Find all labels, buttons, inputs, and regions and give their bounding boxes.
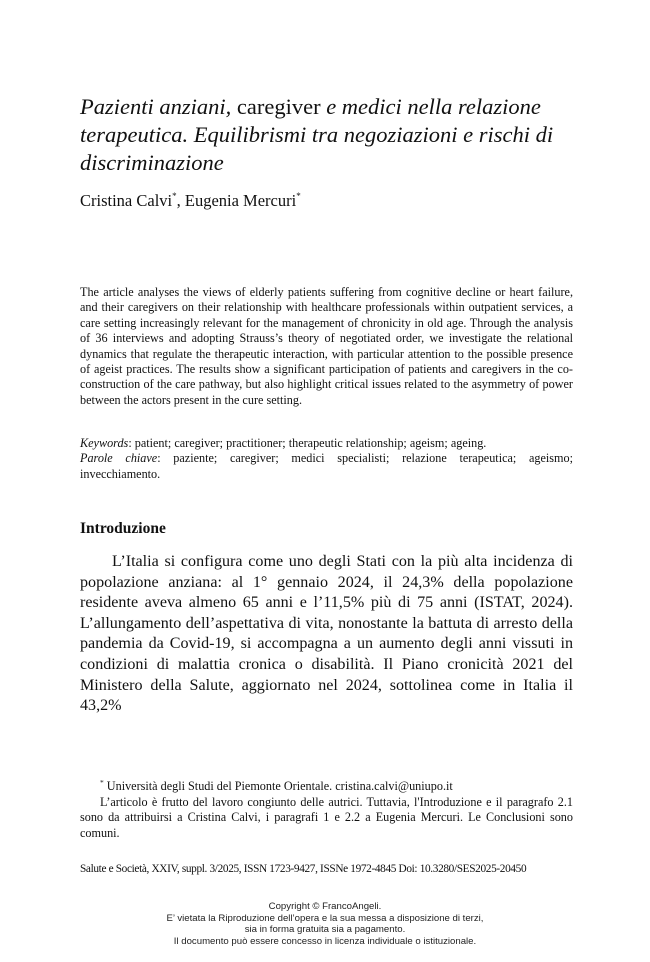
parole-chiave-label: Parole chiave: [80, 451, 158, 466]
title-part-3: e medici nella relazione terapeutica. Equilibrismi tra negoziazioni e rischi di discriminazione: [80, 94, 554, 175]
keywords-block: [80, 436, 573, 482]
journal-citation: Salute e Società, XXIV, suppl. 3/2025, ISSN 1723-9427, ISSNe 1972-4845 Doi: 10.3280/SES2025-20450: [80, 863, 527, 875]
copyright-line-2: E’ vietata la Riproduzione dell’opera e la sua messa a disposizione di terzi,: [166, 912, 484, 924]
footnote-mark: *: [100, 778, 104, 787]
footnote-affiliation-text: Università degli Studi del Piemonte Orientale. cristina.calvi@uniupo.it: [103, 779, 453, 793]
footnote-affiliation: [80, 779, 573, 795]
title-part-2: caregiver: [231, 94, 321, 119]
keywords-italian: [80, 451, 573, 482]
author-footnote-mark-1: *: [172, 191, 177, 201]
copyright-line-3: sia in forma gratuita sia a pagamento.: [244, 924, 406, 935]
author-name-1: Cristina Calvi: [80, 191, 173, 210]
copyright-notice: [0, 901, 650, 947]
copyright-line-1: Copyright © FrancoAngeli.: [268, 901, 382, 912]
article-title: [80, 93, 580, 177]
author-name-2: Eugenia Mercuri: [184, 191, 297, 210]
parole-chiave-values: : paziente; caregiver; medici specialisti; relazione terapeutica; ageismo; invecchiamento.: [80, 451, 573, 481]
keywords-label: Keywords: [80, 436, 129, 450]
copyright-line-4: Il documento può essere concesso in licenza individuale o istituzionale.: [173, 935, 477, 947]
body-paragraph: L’Italia si configura come uno degli Stati con la più alta incidenza di popolazione anziana: al 1° gennaio 2024, il 24,3% della popolazione residente aveva almeno 65 anni e l’11,5% più di 75 anni (ISTAT, 2024). L’allungamento dell’aspettativa di vita, nonostante la battuta di arresto della pandemia da Covid-19, si accompagna a un aumento degli anni vissuti in condizioni di malattia cronica o disabilità. Il Piano cronicità 2021 del Ministero della Salute, aggiornato nel 2024, sottolinea come in Italia il 43,2%: [80, 553, 573, 715]
author-list: [80, 190, 301, 212]
abstract: The article analyses the views of elderly patients suffering from cognitive decline or heart failure, and their caregivers on their relationship with healthcare professionals within outpatient services, a care setting increasingly relevant for the management of chronicity in old age. Through the analysis of 36 interviews and adopting Strauss’s theory of negotiated order, we investigate the relational dynamics that regulate the therapeutic interaction, with particular attention to the possible presence of ageist practices. The results show a significant participation of patients and caregivers in the co-construction of the care pathway, but also highlight critical issues related to the asymmetry of power between the actors present in the cure setting.: [80, 285, 573, 407]
footnote: [80, 779, 573, 841]
author-separator: ,: [176, 191, 185, 210]
footnote-note: L’articolo è frutto del lavoro congiunto delle autrici. Tuttavia, l'Introduzione e il paragrafo 2.1 sono da attribuirsi a Cristina Calvi, i paragrafi 1 e 2.2 a Eugenia Mercuri. Le Conclusioni sono comuni.: [80, 794, 573, 840]
section-heading: Introduzione: [80, 520, 166, 537]
author-footnote-mark-2: *: [296, 191, 301, 201]
title-part-1: Pazienti anziani,: [80, 94, 232, 119]
keywords-values: : patient; caregiver; practitioner; therapeutic relationship; ageism; ageing.: [128, 436, 487, 450]
keywords-english: [80, 436, 573, 451]
